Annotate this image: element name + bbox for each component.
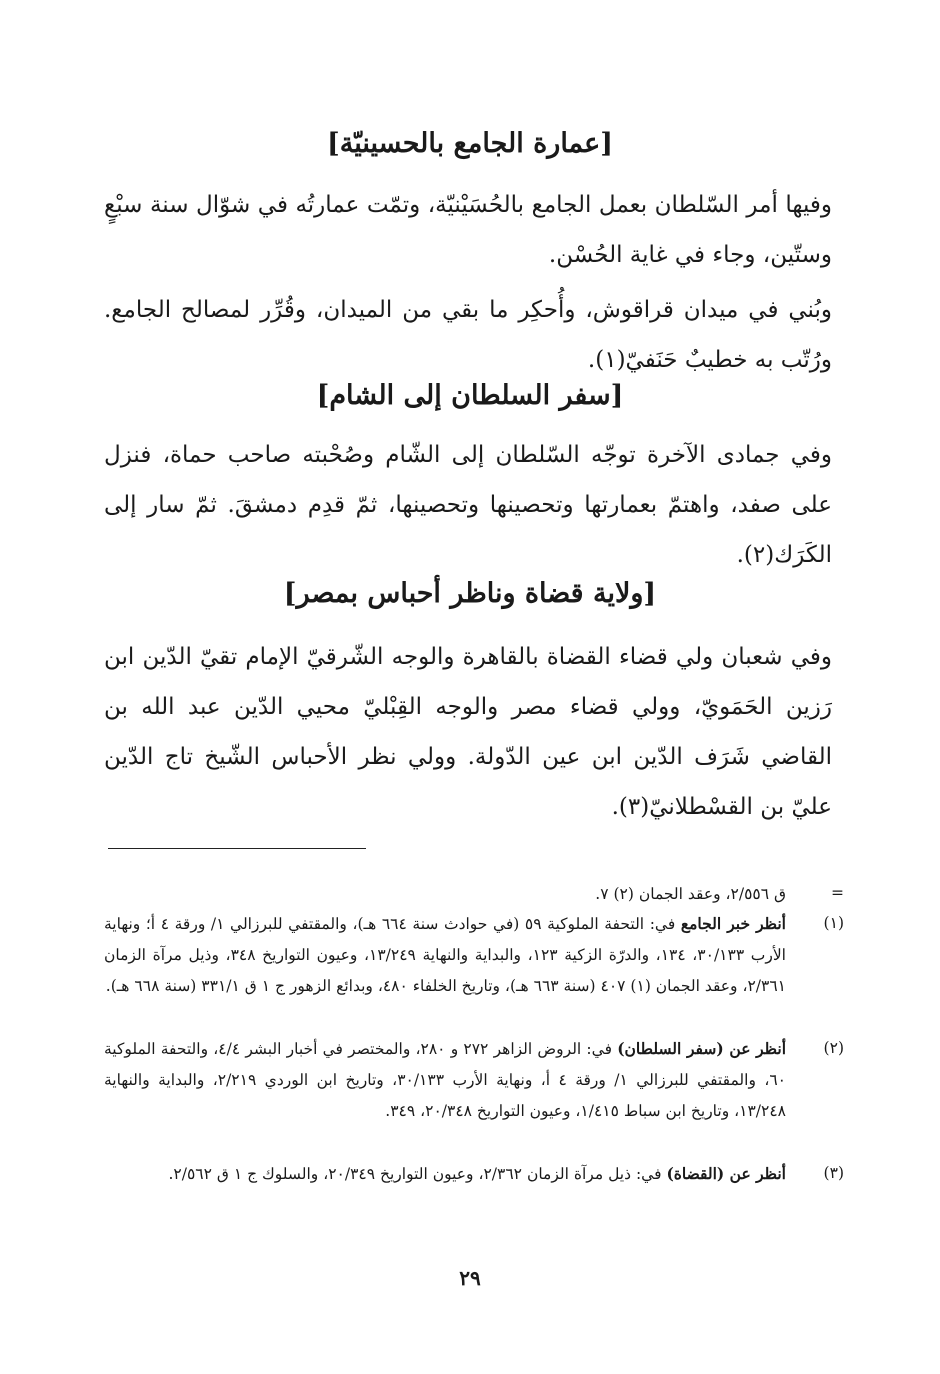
page-number: ٢٩: [459, 1266, 481, 1290]
footnote-lead: أنظر عن (القضاة): [666, 1164, 786, 1183]
footnote-text: [104, 1033, 786, 1127]
footnote-marker: (٢): [823, 1039, 844, 1057]
paragraph-judges-appointment: وفي شعبان ولي قضاء القضاة بالقاهرة والوجه الشّرقيّ الإمام تقيّ الدّين ابن رَزين الحَمَويّ، وولي قضاء مصر والوجه القِبْليّ محيي الدّين عبد الله بن القاضي شَرَف الدّين ابن عين الدّولة. وولي نظر الأحباس الشّيخ تاج الدّين عليّ بن القسْطلانيّ(٣).: [104, 644, 832, 820]
section-heading-judges-appointment: [ولاية قضاة وناظر أحباس بمصر]: [283, 578, 657, 609]
section-heading-mosque: [عمارة الجامع بالحسينيّة]: [326, 128, 614, 159]
footnote-marker: =: [831, 884, 844, 902]
footnote-separator: [108, 848, 366, 849]
section-heading-sultan-journey: [سفر السلطان إلى الشام]: [316, 380, 624, 411]
paragraph-sultan-journey: وفي جمادى الآخرة توجّه السّلطان إلى الشّام وصُحْبته صاحب حماة، فنزل على صفد، واهتمّ بعمارتها وتحصينها وتحصينها، ثمّ قدِم دمشقَ. ثمّ سار إلى الكَرَك(٢).: [104, 442, 832, 568]
footnote-body: ق ٢/٥٥٦، وعقد الجمان (٢) ٧.: [595, 885, 786, 903]
footnote-body: في: الروض الزاهر ٢٧٢ و ٢٨٠، والمختصر في أخبار البشر ٤/٤، والتحفة الملوكية ٦٠، والمقتفي للبرزالي ١/ ورقة ٤ أ، ونهاية الأرب ٣٠/١٣٣، وتاريخ ابن الوردي ٢/٢١٩، والبداية والنهاية ١٣/٢٤٨، وتاريخ ابن سباط ١/٤١٥، وعيون التواريخ ٢٠/٣٤٨، ٣٤٩.: [104, 1040, 786, 1120]
footnote-text: [104, 878, 786, 910]
footnote-lead: أنظر خبر الجامع: [680, 914, 786, 933]
footnote-2: [104, 1033, 844, 1127]
paragraph-mosque-construction: وفيها أمر السّلطان بعمل الجامع بالحُسَيْنيّة، وتمّت عمارتُه في شوّال سنة سبْعٍ وستّين، وجاء في غاية الحُسْن.: [104, 192, 832, 268]
footnote-body: في: ذيل مرآة الزمان ٢/٣٦٢، وعيون التواريخ ٢٠/٣٤٩، والسلوك ج ١ ق ٢/٥٦٢.: [168, 1165, 667, 1183]
footnote-marker: (١): [823, 914, 844, 932]
footnote-continuation: [104, 878, 844, 910]
footnote-text: [104, 908, 786, 1002]
footnote-body: في: التحفة الملوكية ٥٩ (في حوادث سنة ٦٦٤ هـ)، والمقتفي للبرزالي ١/ ورقة ٤ أ؛ ونهاية الأرب ٣٠/١٣٣، ١٣٤، والدرّة الزكية ١٢٣، والبداية والنهاية ١٣/٢٤٩، وعيون التواريخ ٣٤٨، وذيل مرآة الزمان ٢/٣٦١، وعقد الجمان (١) ٤٠٧ (سنة ٦٦٣ هـ)، وتاريخ الخلفاء ٤٨٠، وبدائع الزهور ج ١ ق ٣٣١/١ (سنة ٦٦٨ هـ).: [104, 915, 786, 995]
paragraph-mosque-preacher: وبُني في ميدان قراقوش، وأُحكِر ما بقي من الميدان، وقُرِّر لمصالح الجامع. ورُتّب به خطيبٌ حَنَفيّ(١).: [104, 297, 832, 373]
footnote-lead: أنظر عن (سفر السلطان): [617, 1039, 787, 1058]
footnote-3: [104, 1158, 844, 1190]
footnote-1: [104, 908, 844, 1002]
footnote-text: [104, 1158, 786, 1190]
footnote-marker: (٣): [823, 1164, 844, 1182]
